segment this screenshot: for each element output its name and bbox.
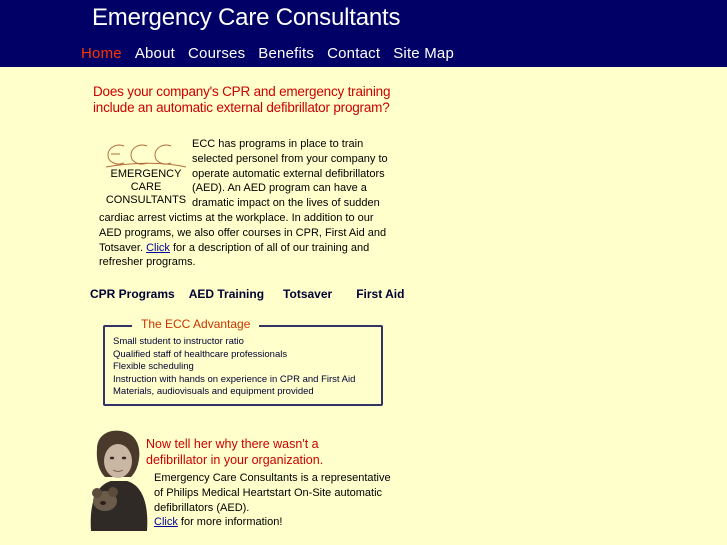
aed-training-link[interactable]: AED Training [188,287,265,301]
logo-spacer [99,137,192,210]
logo-line-2: CARE [130,181,162,193]
intro-paragraph [99,137,391,270]
nav-benefits[interactable]: Benefits [258,45,315,62]
logo-line-3: CONSULTANTS [105,194,187,206]
more-info-click-link[interactable]: Click [154,516,178,529]
representative-paragraph [154,471,394,530]
advantage-item: Flexible scheduling [113,361,194,373]
nav-home[interactable]: Home [81,45,122,62]
totsaver-link[interactable]: Totsaver [283,287,333,301]
nav-about[interactable]: About [134,45,176,62]
promo-line-2: defibrillator in your organization. [146,452,324,467]
headline-line-1: Does your company's CPR and emergency training [93,84,391,99]
advantage-item: Small student to instructor ratio [113,336,244,347]
more-info-text: for more information! [180,516,283,529]
intro-click-link[interactable]: Click [146,241,170,254]
main-nav [81,45,467,62]
headline [93,84,413,115]
program-links [90,287,404,301]
child-photo [83,429,153,531]
advantage-item: Qualified staff of healthcare professionals [113,348,288,360]
promo-headline [146,437,366,468]
advantage-list [113,336,355,399]
advantage-title: The ECC Advantage [132,317,259,331]
cpr-programs-link[interactable]: CPR Programs [90,287,175,301]
intro-text-after: for a description of all of our training and refresher programs. [99,241,370,269]
nav-courses[interactable]: Courses [188,45,246,62]
promo-line-1: Now tell her why there wasn't a [146,437,319,451]
rep-text: Emergency Care Consultants is a representative of Philips Medical Heartstart On-Site automatic defibrillators (AED). [154,472,391,514]
site-header [0,0,727,67]
advantage-item: Materials, audiovisuals and equipment provided [113,386,314,398]
advantage-item: Instruction with hands on experience in CPR and First Aid [113,373,356,385]
nav-site-map[interactable]: Site Map [393,45,454,62]
site-title: Emergency Care Consultants [92,4,401,31]
first-aid-link[interactable]: First Aid [356,287,405,301]
nav-contact[interactable]: Contact [327,45,381,62]
headline-line-2: include an automatic external defibrillator program? [93,99,390,115]
intro-text: ECC has programs in place to train selected personel from your company to operate automatic external defibrillators (AED). An AED program can have a dramatic impact on the lives of sudden cardiac arrest victims at the workplace. In addition to our AED programs, we also offer courses in CPR, First Aid and Totsaver. [99,138,388,254]
logo-line-1: EMERGENCY [110,168,182,180]
